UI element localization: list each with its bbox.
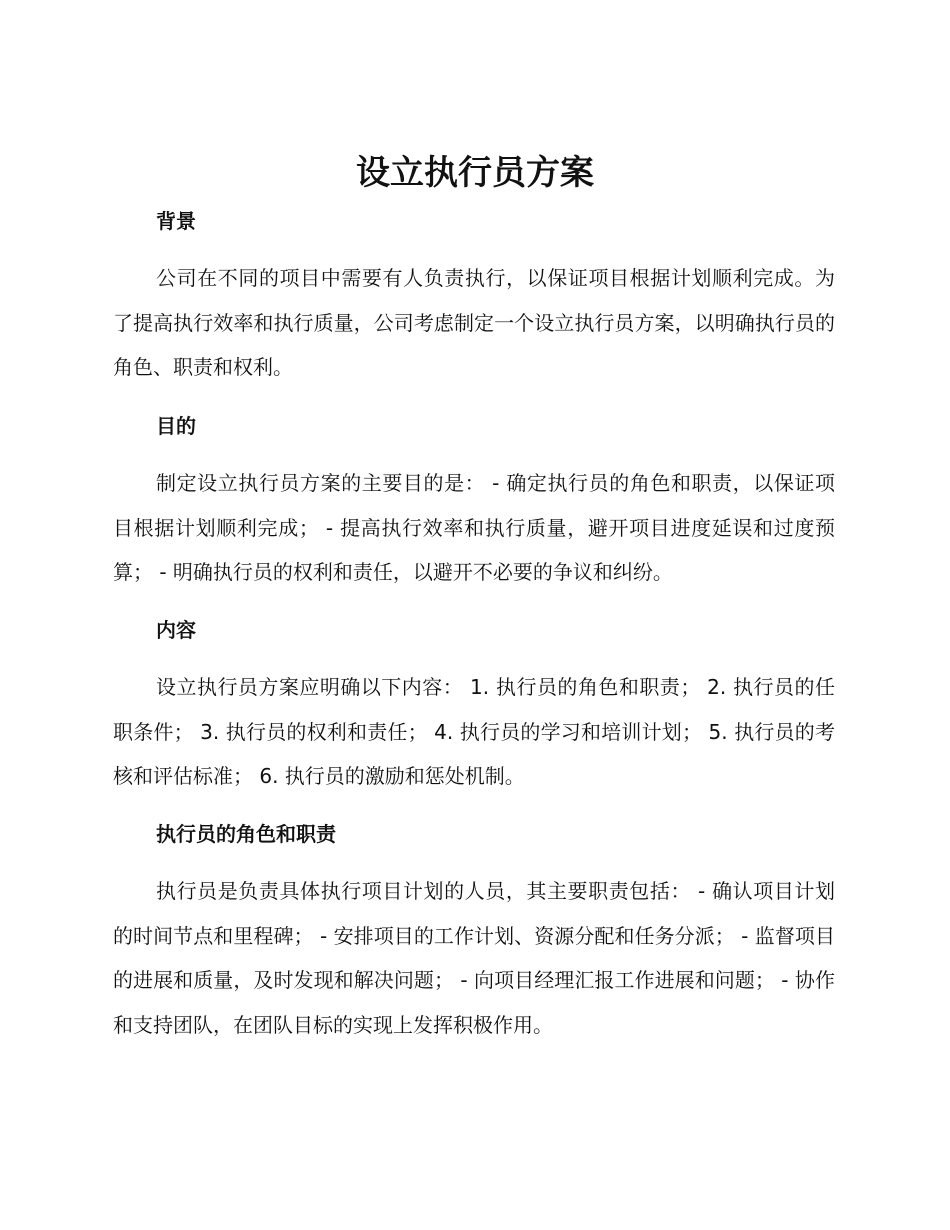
section-roles-responsibilities [113, 819, 835, 1047]
section-paragraph: 制定设立执行员方案的主要目的是： - 确定执行员的角色和职责，以保证项目根据计划顺利完成； - 提高执行效率和执行质量，避开项目进度延误和过度预算； - 明确执行员的权利和责任，以避开不必要的争议和纠纷。 [113, 471, 835, 584]
section-paragraph: 公司在不同的项目中需要有人负责执行，以保证项目根据计划顺利完成。为了提高执行效率和执行质量，公司考虑制定一个设立执行员方案，以明确执行员的角色、职责和权利。 [113, 266, 835, 379]
section-heading: 执行员的角色和职责 [156, 822, 336, 846]
section-heading: 背景 [156, 209, 196, 233]
section-paragraph: 设立执行员方案应明确以下内容： 1. 执行员的角色和职责； 2. 执行员的任职条件； 3. 执行员的权利和责任； 4. 执行员的学习和培训计划； 5. 执行员的考核和评估标准； 6. 执行员的激励和惩处机制。 [113, 675, 835, 788]
section-purpose [113, 411, 835, 595]
document-title: 设立执行员方案 [356, 153, 594, 193]
section-heading: 内容 [156, 618, 196, 642]
section-heading: 目的 [156, 414, 196, 438]
section-background [113, 206, 835, 390]
section-content [113, 615, 835, 799]
section-paragraph: 执行员是负责具体执行项目计划的人员，其主要职责包括： - 确认项目计划的时间节点和里程碑； - 安排项目的工作计划、资源分配和任务分派； - 监督项目的进展和质量，及时发现和解决问题； - 向项目经理汇报工作进展和问题； - 协作和支持团队，在团队目标的实现上发挥积极作用。 [113, 879, 835, 1037]
